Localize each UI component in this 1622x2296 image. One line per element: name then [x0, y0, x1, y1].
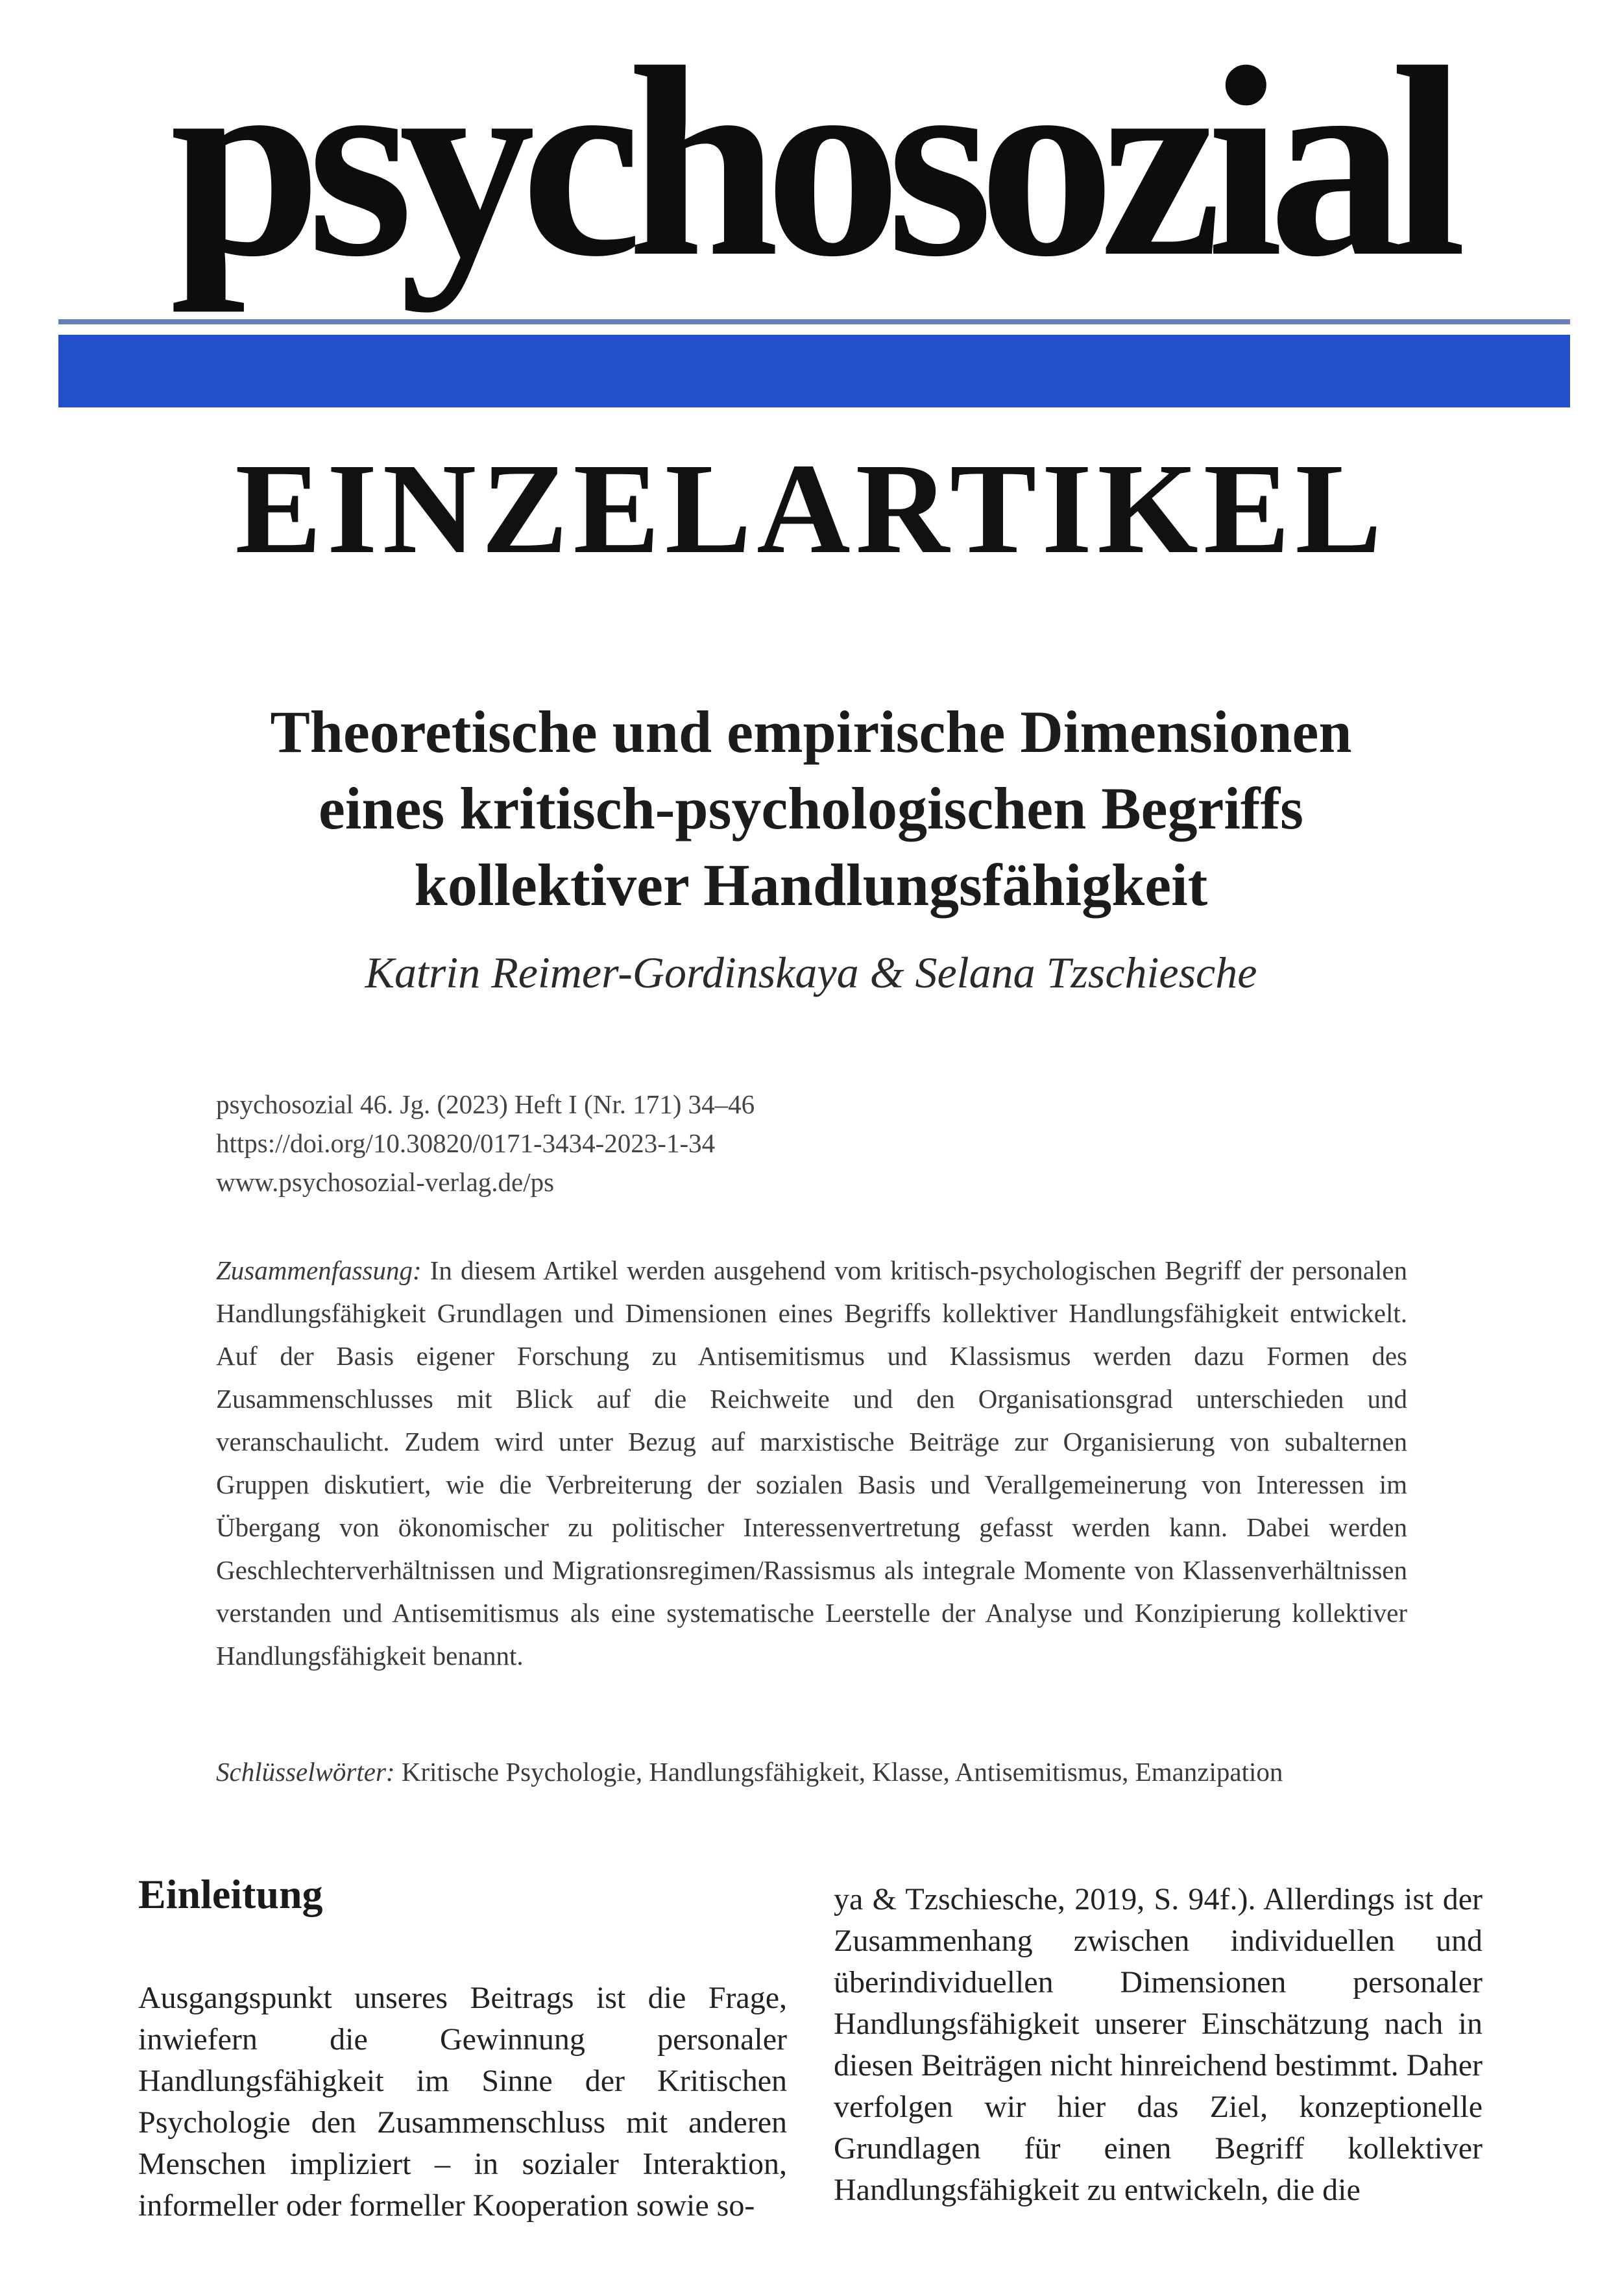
citation-journal-line: psychosozial 46. Jg. (2023) Heft I (Nr. 171) 34–46: [216, 1089, 755, 1119]
body-column-left: Ausgangspunkt unseres Beitrags ist die Frage, inwiefern die Gewinnung personaler Handlungsfähigkeit im Sinne der Kritischen Psychologie den Zusammenschluss mit anderen Menschen impliziert – in sozialer Interaktion, informeller oder formeller Kooperation sowie so-: [138, 1981, 787, 2223]
journal-masthead: psychosozial: [169, 11, 1453, 313]
keywords-label: Schlüsselwörter:: [216, 1757, 395, 1787]
article-title-line: Theoretische und empirische Dimensionen: [270, 699, 1352, 765]
abstract-text: In diesem Artikel werden ausgehend vom kritisch-psychologischen Begriff der personalen Handlungsfähigkeit Grundlagen und Dimensionen eines Begriffs kollektiver Handlungsfähigkeit entwickelt. Auf der Basis eigener Forschung zu Antisemitismus und Klassismus werden dazu Formen des Zusammenschlusses mit Blick auf die Reichweite und den Organisationsgrad unterschieden und veranschaulicht. Zudem wird unter Bezug auf marxistische Beiträge zur Organisierung von subalternen Gruppen diskutiert, wie die Verbreiterung der sozialen Basis und Verallgemeinerung von Interessen im Übergang von ökonomischer zu politischer Interessenvertretung gefasst werden kann. Dabei werden Geschlechterverhältnissen und Migrationsregimen/Rassismus als integrale Momente von Klassenverhältnissen verstanden und Antisemitismus als eine systematische Leerstelle der Analyse und Konzipierung kollektiver Handlungsfähigkeit benannt.: [216, 1255, 1407, 1671]
article-title-line: eines kritisch-psychologischen Begriffs: [319, 775, 1303, 841]
article-title-line: kollektiver Handlungsfähigkeit: [414, 851, 1208, 918]
citation-block: [216, 1085, 755, 1202]
abstract-label: Zusammenfassung:: [216, 1255, 422, 1285]
body-column-right: ya & Tzschiesche, 2019, S. 94f.). Allerdings ist der Zusammenhang zwischen individuellen und überindividuellen Dimensionen personaler Handlungsfähigkeit unserer Einschätzung nach in diesen Beiträgen nicht hinreichend bestimmt. Daher verfolgen wir hier das Ziel, konzeptionelle Grundlagen für einen Begriff kollektiver Handlungsfähigkeit zu entwickeln, die die: [834, 1882, 1483, 2207]
citation-website-link[interactable]: www.psychosozial-verlag.de/ps: [216, 1167, 555, 1197]
masthead-thin-rule: [58, 319, 1570, 324]
keywords: [216, 1750, 1407, 1793]
article-authors: Katrin Reimer-Gordinskaya & Selana Tzschiesche: [365, 948, 1257, 997]
document-type-label: EINZELARTIKEL: [235, 437, 1387, 581]
article-title: [97, 694, 1525, 923]
keywords-text: Kritische Psychologie, Handlungsfähigkeit, Klasse, Antisemitismus, Emanzipation: [401, 1757, 1283, 1787]
section-heading: Einleitung: [138, 1871, 323, 1917]
masthead-blue-bar: [58, 335, 1570, 407]
citation-doi-link[interactable]: https://doi.org/10.30820/0171-3434-2023-1-34: [216, 1128, 716, 1158]
abstract: [216, 1249, 1407, 1677]
